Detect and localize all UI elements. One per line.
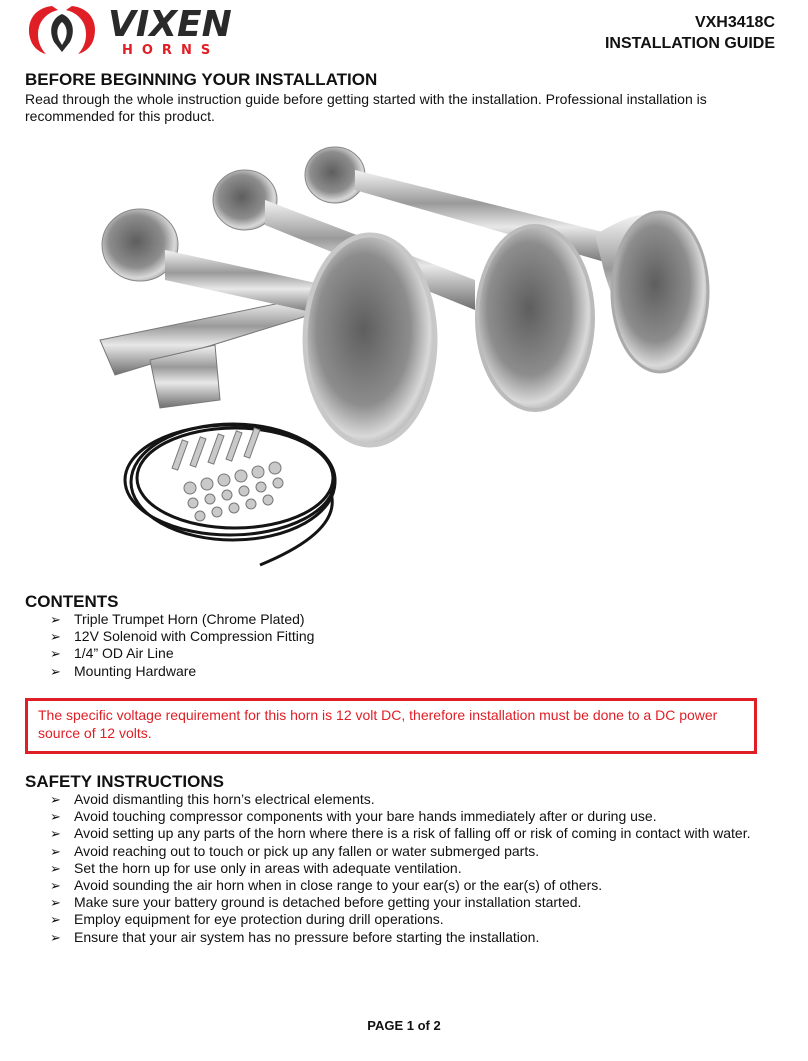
arrow-bullet-icon: ➢	[50, 612, 61, 627]
arrow-bullet-icon: ➢	[50, 895, 61, 911]
list-item: ➢ Triple Trumpet Horn (Chrome Plated)	[50, 611, 305, 627]
document-title: INSTALLATION GUIDE	[604, 35, 775, 52]
arrow-bullet-icon: ➢	[50, 929, 61, 945]
document-code: VXH3418C	[694, 14, 775, 31]
section-heading-contents: CONTENTS	[25, 592, 119, 611]
voltage-warning-box	[25, 698, 757, 754]
logo-emblem	[29, 6, 95, 54]
list-item: ➢ Set the horn up for use only in areas with adequate ventilation.	[50, 859, 462, 876]
list-item: ➢ 12V Solenoid with Compression Fitting	[50, 628, 315, 645]
list-item: ➢ Avoid reaching out to touch or pick up any fallen or water submerged parts.	[50, 842, 540, 859]
product-photo	[95, 140, 735, 580]
arrow-bullet-icon: ➢	[50, 826, 61, 842]
list-item: ➢ Avoid setting up any parts of the horn where there is a risk of falling off or risk of coming in contact with water.	[50, 825, 751, 842]
arrow-bullet-icon: ➢	[50, 843, 61, 859]
contents-list	[50, 611, 550, 680]
list-item: ➢ Avoid touching compressor components with your bare hands immediately after or during use.	[50, 808, 657, 825]
page-number: PAGE 1 of 2	[367, 1018, 441, 1033]
arrow-bullet-icon: ➢	[50, 629, 61, 645]
mounting-hardware	[172, 428, 283, 521]
list-item: ➢ Mounting Hardware	[50, 662, 197, 679]
mounting-bracket	[100, 300, 310, 408]
voltage-warning-text: The specific voltage requirement for this horn is 12 volt DC, therefore installation must be done to a DC power source of 12 volts.	[38, 707, 718, 741]
list-item: ➢ Employ equipment for eye protection during drill operations.	[50, 911, 444, 928]
arrow-bullet-icon: ➢	[50, 912, 61, 928]
arrow-bullet-icon: ➢	[50, 663, 61, 679]
safety-list	[50, 791, 790, 946]
section-heading-before: BEFORE BEGINNING YOUR INSTALLATION	[25, 70, 378, 89]
arrow-bullet-icon: ➢	[50, 860, 61, 876]
list-item: ➢ Avoid sounding the air horn when in close range to your ear(s) or the ear(s) of others.	[50, 876, 603, 893]
vixen-horns-logo	[22, 0, 242, 58]
list-item: ➢ Ensure that your air system has no pressure before starting the installation.	[50, 928, 540, 945]
list-item: ➢ Make sure your battery ground is detached before getting your installation started.	[50, 894, 582, 911]
intro-paragraph: Read through the whole instruction guide before getting started with the installation. Professional installation is recommended for this product.	[25, 91, 707, 124]
list-item: ➢ Avoid dismantling this horn’s electrical elements.	[50, 791, 375, 807]
section-heading-safety: SAFETY INSTRUCTIONS	[25, 772, 224, 791]
arrow-bullet-icon: ➢	[50, 809, 61, 825]
arrow-bullet-icon: ➢	[50, 877, 61, 893]
arrow-bullet-icon: ➢	[50, 792, 61, 807]
logo-brand-text: VIXEN	[108, 4, 232, 45]
logo-sub-text: HORNS	[122, 43, 220, 58]
list-item: ➢ 1/4” OD Air Line	[50, 645, 174, 662]
arrow-bullet-icon: ➢	[50, 646, 61, 662]
